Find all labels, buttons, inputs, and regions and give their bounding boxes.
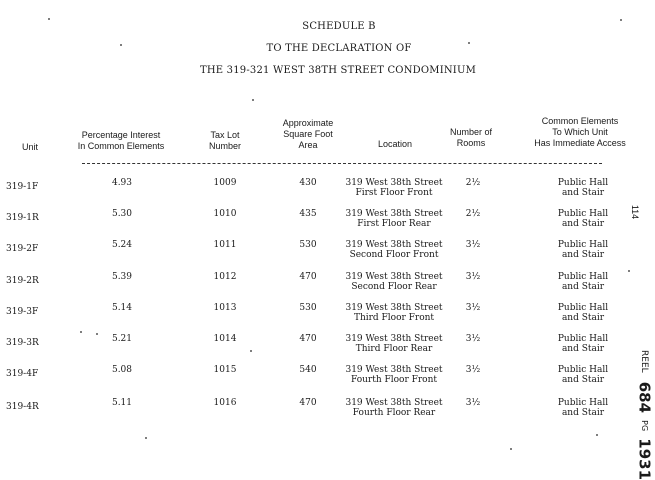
cell-unit: 319-3F: [6, 307, 39, 317]
cell-rooms: 3½: [465, 365, 481, 375]
location-floor: First Floor Rear: [357, 219, 431, 229]
cell-common-elements: [548, 240, 618, 260]
cell-rooms: 3½: [465, 334, 481, 344]
common-line2: and Stair: [561, 282, 605, 292]
header-unit: [10, 142, 50, 153]
scan-speck: [80, 331, 82, 333]
location-floor: Third Floor Rear: [355, 344, 433, 354]
cell-unit: 319-2R: [6, 276, 39, 286]
location-street: 319 West 38th Street: [345, 334, 443, 344]
header-tax-line1: Tax Lot: [210, 130, 240, 140]
cell-unit: 319-3R: [6, 338, 39, 348]
cell-location: [338, 209, 450, 229]
common-line1: Public Hall: [557, 365, 609, 375]
cell-tax-lot: 1010: [213, 209, 237, 219]
table-row: [0, 272, 650, 298]
scan-speck: [120, 44, 122, 46]
common-line2: and Stair: [561, 344, 605, 354]
cell-percentage: 5.14: [111, 303, 133, 313]
table-row: [0, 209, 650, 235]
cell-tax-lot: 1015: [213, 365, 237, 375]
cell-rooms: 3½: [465, 240, 481, 250]
cell-square-feet: 470: [299, 334, 317, 344]
scan-speck: [468, 42, 470, 44]
cell-location: [338, 178, 450, 198]
table-row: [0, 240, 650, 266]
scan-speck: [250, 350, 252, 352]
cell-tax-lot: 1011: [213, 240, 237, 250]
table-row: [0, 398, 650, 424]
cell-percentage: 5.24: [111, 240, 133, 250]
location-floor: Second Floor Rear: [351, 282, 437, 292]
header-rooms: [440, 127, 502, 149]
location-street: 319 West 38th Street: [345, 398, 443, 408]
cell-percentage: 5.39: [111, 272, 133, 282]
scan-speck: [145, 437, 147, 439]
cell-common-elements: [548, 334, 618, 354]
cell-unit: 319-1R: [6, 213, 39, 223]
page-label: PG: [640, 420, 649, 432]
header-rooms-line1: Number of: [449, 127, 493, 137]
header-common-line2: To Which Unit: [552, 127, 608, 137]
header-rooms-line2: Rooms: [456, 138, 486, 148]
header-location: [360, 139, 430, 150]
scan-speck: [596, 434, 598, 436]
page-number: 1931: [635, 438, 654, 480]
common-line1: Public Hall: [557, 272, 609, 282]
header-pct-line1: Percentage Interest: [81, 130, 161, 140]
common-line2: and Stair: [561, 313, 605, 323]
common-line1: Public Hall: [557, 303, 609, 313]
location-street: 319 West 38th Street: [345, 272, 443, 282]
common-line1: Public Hall: [557, 398, 609, 408]
location-floor: Fourth Floor Front: [350, 375, 438, 385]
cell-common-elements: [548, 272, 618, 292]
header-sqft-line2: Square Foot: [283, 129, 333, 139]
location-floor: First Floor Front: [355, 188, 433, 198]
cell-tax-lot: 1012: [213, 272, 237, 282]
location-floor: Second Floor Front: [349, 250, 439, 260]
cell-unit: 319-2F: [6, 244, 39, 254]
cell-common-elements: [548, 365, 618, 385]
header-common-elements: [520, 116, 640, 149]
table-row: [0, 303, 650, 329]
location-street: 319 West 38th Street: [345, 303, 443, 313]
reel-label: REEL: [639, 350, 650, 373]
location-street: 319 West 38th Street: [345, 209, 443, 219]
header-tax-line2: Number: [208, 141, 241, 151]
table-row: [0, 365, 650, 391]
cell-unit: 319-4F: [6, 369, 39, 379]
page-side-number: 114: [630, 204, 641, 220]
header-tax-lot: [195, 130, 255, 152]
cell-square-feet: 530: [299, 303, 317, 313]
location-street: 319 West 38th Street: [345, 365, 443, 375]
cell-percentage: 5.11: [111, 398, 133, 408]
common-line2: and Stair: [561, 250, 605, 260]
cell-common-elements: [548, 178, 618, 198]
cell-percentage: 5.21: [111, 334, 133, 344]
location-floor: Fourth Floor Rear: [352, 408, 436, 418]
cell-location: [338, 303, 450, 323]
location-street: 319 West 38th Street: [345, 240, 443, 250]
cell-common-elements: [548, 303, 618, 323]
header-unit-label: Unit: [21, 142, 38, 152]
header-percentage-interest: [66, 130, 176, 152]
common-line1: Public Hall: [557, 240, 609, 250]
cell-percentage: 5.30: [111, 209, 133, 219]
cell-tax-lot: 1016: [213, 398, 237, 408]
header-sqft-line1: Approximate: [282, 118, 334, 128]
common-line2: and Stair: [561, 188, 605, 198]
document-title-block: [0, 16, 650, 82]
scan-speck: [48, 18, 50, 20]
cell-square-feet: 470: [299, 398, 317, 408]
cell-location: [338, 272, 450, 292]
header-square-foot: [268, 118, 348, 151]
cell-location: [338, 240, 450, 260]
cell-tax-lot: 1013: [213, 303, 237, 313]
reel-page-stamp: [635, 350, 655, 480]
scan-speck: [620, 19, 622, 21]
common-line1: Public Hall: [557, 178, 609, 188]
cell-rooms: 3½: [465, 272, 481, 282]
declaration-subtitle: TO THE DECLARATION OF: [266, 43, 412, 54]
cell-location: [338, 398, 450, 418]
cell-square-feet: 430: [299, 178, 317, 188]
cell-unit: 319-1F: [6, 182, 39, 192]
scan-speck: [96, 333, 98, 335]
schedule-title: SCHEDULE B: [302, 21, 376, 32]
location-floor: Third Floor Front: [353, 313, 435, 323]
cell-percentage: 4.93: [111, 178, 133, 188]
common-line2: and Stair: [561, 408, 605, 418]
cell-square-feet: 540: [299, 365, 317, 375]
scan-speck: [252, 99, 254, 101]
header-common-line1: Common Elements: [541, 116, 619, 126]
common-line2: and Stair: [561, 375, 605, 385]
cell-square-feet: 470: [299, 272, 317, 282]
table-row: [0, 178, 650, 204]
cell-percentage: 5.08: [111, 365, 133, 375]
cell-square-feet: 530: [299, 240, 317, 250]
cell-rooms: 2½: [465, 209, 481, 219]
reel-number: 684: [635, 381, 654, 414]
cell-tax-lot: 1014: [213, 334, 237, 344]
cell-common-elements: [548, 209, 618, 229]
cell-location: [338, 334, 450, 354]
cell-rooms: 3½: [465, 303, 481, 313]
cell-rooms: 3½: [465, 398, 481, 408]
scan-speck: [510, 448, 512, 450]
header-pct-line2: In Common Elements: [77, 141, 165, 151]
cell-square-feet: 435: [299, 209, 317, 219]
header-location-label: Location: [377, 139, 413, 149]
common-line1: Public Hall: [557, 209, 609, 219]
common-line2: and Stair: [561, 219, 605, 229]
cell-rooms: 2½: [465, 178, 481, 188]
cell-tax-lot: 1009: [213, 178, 237, 188]
cell-unit: 319-4R: [6, 402, 39, 412]
header-common-line3: Has Immediate Access: [534, 138, 626, 148]
location-street: 319 West 38th Street: [345, 178, 443, 188]
table-row: [0, 334, 650, 360]
common-line1: Public Hall: [557, 334, 609, 344]
scan-speck: [628, 270, 630, 272]
cell-common-elements: [548, 398, 618, 418]
header-divider: [82, 163, 602, 164]
cell-location: [338, 365, 450, 385]
condominium-title: THE 319-321 WEST 38TH STREET CONDOMINIUM: [199, 65, 477, 76]
header-sqft-line3: Area: [298, 140, 318, 150]
